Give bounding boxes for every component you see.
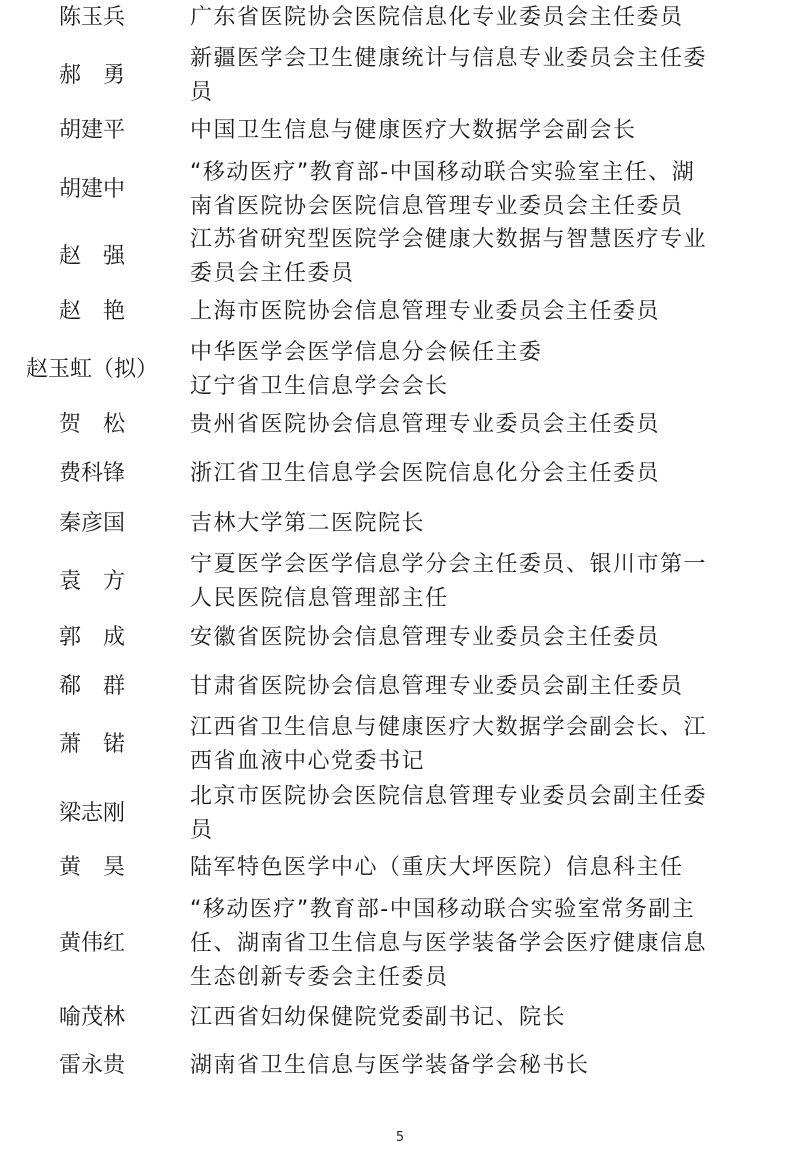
member-title-line: 任、湖南省卫生信息与医学装备学会医疗健康信息 [190,931,708,956]
member-title-line: 新疆医学会卫生健康统计与信息专业委员会主任委 [190,46,708,71]
member-title-line: 吉林大学第二医院院长 [190,511,426,536]
member-name: 袁 方 [58,569,125,594]
list-item [0,1001,800,1035]
member-title [190,851,790,885]
member-title-line: 甘肃省医院协会信息管理专业委员会副主任委员 [190,674,684,699]
list-item [0,295,800,329]
member-name: 胡建平 [58,118,125,143]
member-title-line: 江苏省研究型医院学会健康大数据与智慧医疗专业 [190,227,708,252]
member-title-line: “移动医疗”教育部-中国移动联合实验室主任、湖 [190,160,696,185]
member-name: 喻茂林 [58,1005,125,1030]
member-title-line: 安徽省医院协会信息管理专业委员会主任委员 [190,625,661,650]
member-title-line: 陆军特色医学中心（重庆大坪医院）信息科主任 [190,855,684,880]
member-title-line: 贵州省医院协会信息管理专业委员会主任委员 [190,412,661,437]
member-title [190,156,790,224]
member-name: 郭 成 [58,625,125,650]
member-title [190,408,790,442]
member-title-line: 湖南省卫生信息与医学装备学会秘书长 [190,1053,590,1078]
member-name: 萧 锘 [58,732,125,757]
list-item [0,621,800,655]
member-title [190,42,790,110]
member-name: 雷永贵 [58,1053,125,1078]
list-item [0,336,800,404]
list-item [0,893,800,995]
member-name: 郝 勇 [58,63,125,88]
list-item [0,1,800,35]
list-item [0,156,800,224]
list-item [0,408,800,442]
member-title-line: 广东省医院协会医院信息化专业委员会主任委员 [190,5,684,30]
list-item [0,223,800,291]
list-item [0,1049,800,1083]
member-title-line: 辽宁省卫生信息学会会长 [190,374,449,399]
member-title [190,1001,790,1035]
member-title-line: 生态创新专委会主任委员 [190,965,449,990]
member-name: 陈玉兵 [58,5,125,30]
member-title-line: 江西省卫生信息与健康医疗大数据学会副会长、江 [190,715,708,740]
member-name: 胡建中 [58,177,125,202]
member-name: 赵玉虹（拟） [25,357,158,382]
list-item [0,42,800,110]
member-name: 梁志刚 [58,801,125,826]
member-title [190,711,790,779]
member-title-line: 员 [190,818,214,843]
list-item [0,507,800,541]
list-item [0,711,800,779]
member-name: 赵 强 [58,244,125,269]
member-title [190,1,790,35]
member-title [190,295,790,329]
member-title [190,621,790,655]
member-name: 郗 群 [58,674,125,699]
member-title-line: 江西省妇幼保健院党委副书记、院长 [190,1005,567,1030]
list-item [0,851,800,885]
member-name: 贺 松 [58,412,125,437]
member-title [190,670,790,704]
member-title [190,780,790,848]
member-title [190,336,790,404]
member-name: 黄伟红 [58,931,125,956]
member-title [190,114,790,148]
member-name: 赵 艳 [58,299,125,324]
member-name: 费科锋 [58,461,125,486]
member-title-line: 西省血液中心党委书记 [190,749,426,774]
member-title-line: 南省医院协会医院信息管理专业委员会主任委员 [190,194,684,219]
member-name: 黄 昊 [58,855,125,880]
list-item [0,114,800,148]
member-title [190,548,790,616]
list-item [0,670,800,704]
member-title [190,507,790,541]
member-title-line: 中华医学会医学信息分会候任主委 [190,340,543,365]
member-name: 秦彦国 [58,511,125,536]
list-item [0,548,800,616]
member-title-line: 北京市医院协会医院信息管理专业委员会副主任委 [190,784,708,809]
member-title [190,893,790,995]
member-title [190,223,790,291]
member-title-line: 员 [190,80,214,105]
member-title [190,1049,790,1083]
member-title-line: 浙江省卫生信息学会医院信息化分会主任委员 [190,461,661,486]
member-title-line: 宁夏医学会医学信息学分会主任委员、银川市第一 [190,552,708,577]
member-title-line: 上海市医院协会信息管理专业委员会主任委员 [190,299,661,324]
member-title-line: 人民医院信息管理部主任 [190,586,449,611]
member-title-line: “移动医疗”教育部-中国移动联合实验室常务副主 [190,897,696,922]
page-number: 5 [395,1130,405,1145]
list-item [0,457,800,491]
member-title-line: 委员会主任委员 [190,261,355,286]
member-title [190,457,790,491]
list-item [0,780,800,848]
member-title-line: 中国卫生信息与健康医疗大数据学会副会长 [190,118,637,143]
